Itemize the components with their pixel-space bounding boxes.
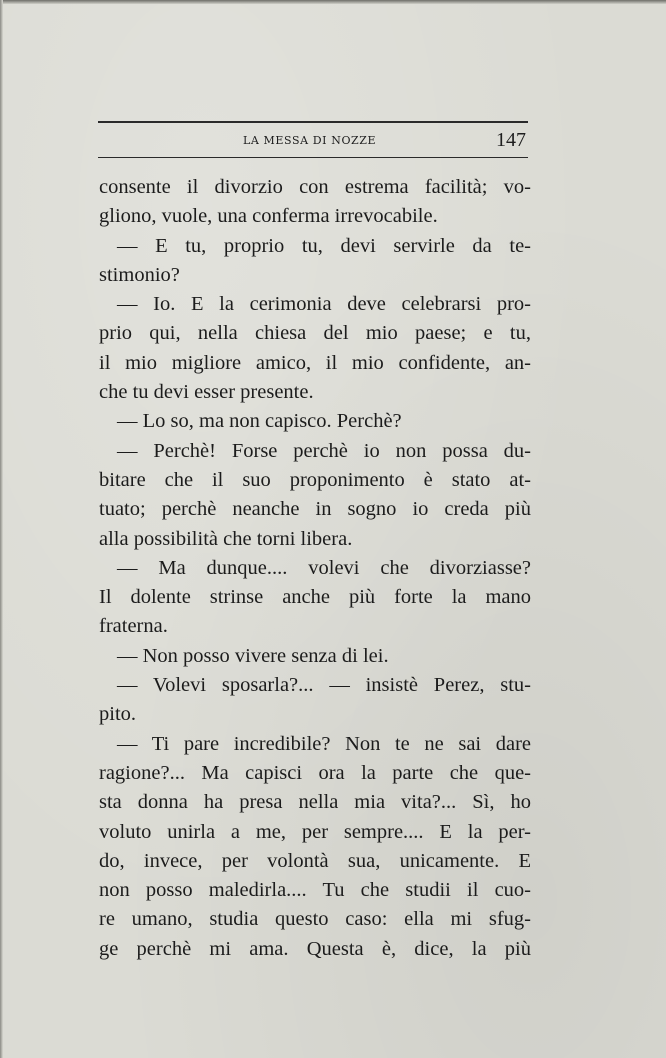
text-line: alla possibilità che torni libera. — [99, 527, 353, 550]
running-title: LA MESSA DI NOZZE — [243, 134, 377, 147]
page-left-edge — [0, 0, 3, 1058]
text-line: — E tu, proprio tu, devi servirle da te- — [117, 234, 531, 257]
text-line: gliono, vuole, una conferma irrevocabile. — [99, 205, 438, 228]
text-line: — Volevi sposarla?... — insistè Perez, stu- — [117, 674, 531, 697]
text-line: do, invece, per volontà sua, unicamente. E — [99, 849, 531, 872]
text-line: voluto unirla a me, per sempre.... E la per- — [99, 820, 531, 843]
text-line: — Ti pare incredibile? Non te ne sai dare — [117, 732, 531, 755]
text-line: — Io. E la cerimonia deve celebrarsi pro- — [117, 293, 531, 316]
text-line: — Ma dunque.... volevi che divorziasse? — [117, 556, 531, 579]
text-line: stimonio? — [99, 263, 180, 286]
text-line: re umano, studia questo caso: ella mi sfug- — [99, 908, 531, 931]
text-line: che tu devi esser presente. — [99, 381, 314, 404]
text-line: ragione?... Ma capisci ora la parte che que- — [99, 761, 531, 784]
text-line: — Lo so, ma non capisco. Perchè? — [117, 410, 402, 433]
text-line: — Non posso vivere senza di lei. — [117, 644, 389, 667]
text-line: tuato; perchè neanche in sogno io creda più — [99, 498, 531, 521]
body-text — [99, 173, 531, 964]
text-line: ge perchè mi ama. Questa è, dice, la più — [99, 937, 531, 960]
text-line: bitare che il suo proponimento è stato at- — [99, 468, 531, 491]
text-line: sta donna ha presa nella mia vita?... Sì, ho — [99, 791, 531, 814]
text-line: fraterna. — [99, 615, 168, 638]
page-top-edge — [0, 0, 666, 4]
page-number: 147 — [496, 129, 526, 151]
header-rule-top — [98, 121, 528, 123]
header-rule-bottom — [98, 157, 528, 158]
text-line: non posso maledirla.... Tu che studii il cuo- — [99, 879, 531, 902]
text-line: prio qui, nella chiesa del mio paese; e tu, — [99, 322, 531, 345]
text-line: — Perchè! Forse perchè io non possa du- — [117, 439, 531, 462]
text-line: consente il divorzio con estrema facilità; vo- — [99, 176, 531, 198]
text-line: il mio migliore amico, il mio confidente, an- — [99, 351, 531, 374]
text-line: Il dolente strinse anche più forte la mano — [99, 586, 531, 609]
text-line: pito. — [99, 703, 137, 726]
